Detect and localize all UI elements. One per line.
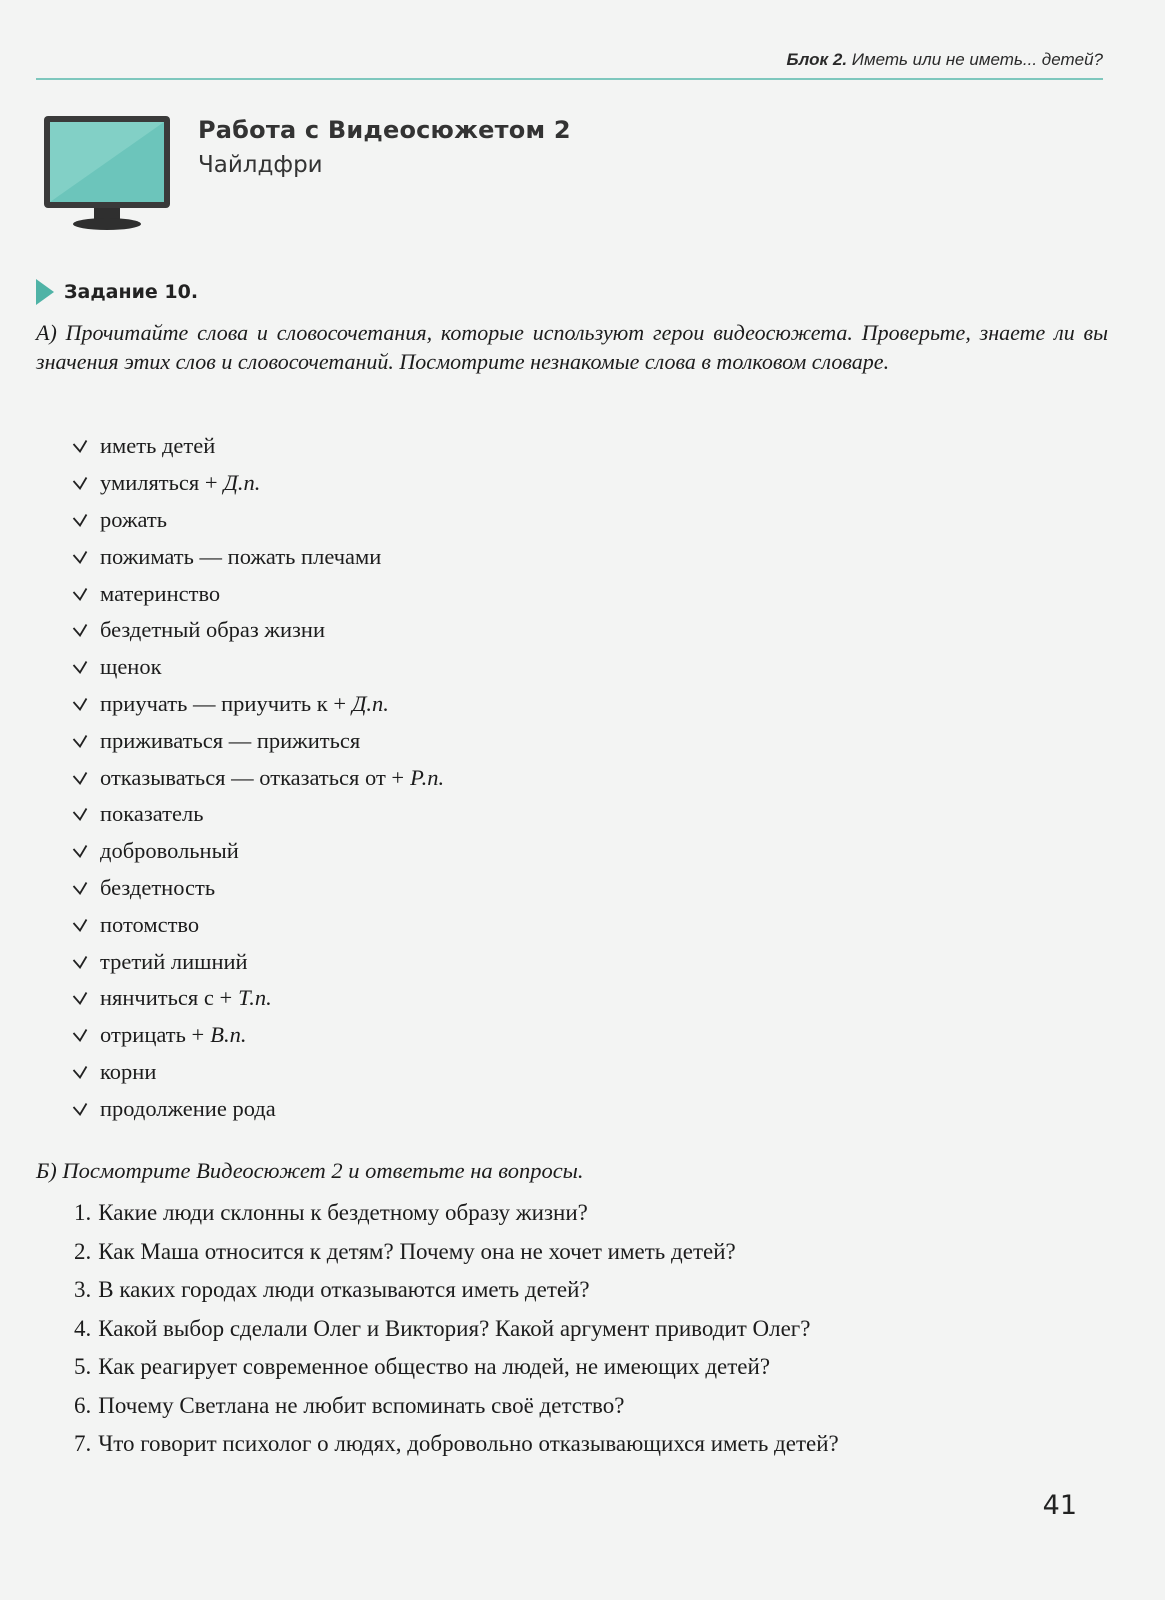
instruction-part-a: А) Прочитайте слова и словосочетания, которые используют герои видеосюжета. Проверьте, знаете ли вы значения этих слов и словосочетаний. Посмотрите незнакомые слова в толковом словаре.: [36, 320, 1108, 374]
question-number: 4.: [74, 1315, 92, 1341]
vocab-item: [72, 502, 444, 539]
vocab-item: [72, 722, 444, 759]
question-item: [74, 1348, 839, 1387]
check-icon: [72, 623, 88, 637]
check-icon: [72, 1102, 88, 1116]
question-text: Какие люди склонны к бездетному образу жизни?: [98, 1200, 588, 1226]
question-text: Почему Светлана не любит вспоминать своё детство?: [98, 1392, 625, 1418]
question-item: [74, 1271, 839, 1310]
vocab-item: [72, 833, 444, 870]
vocab-text: показатель: [100, 801, 204, 827]
question-item: [74, 1310, 839, 1349]
triangle-arrow-icon: [36, 279, 54, 305]
check-icon: [72, 1065, 88, 1079]
vocab-text: добровольный: [100, 838, 239, 864]
running-head: [787, 50, 1103, 70]
vocab-text: рожать: [100, 506, 167, 532]
check-icon: [72, 550, 88, 564]
vocab-item: [72, 759, 444, 796]
vocab-text: щенок: [100, 654, 162, 680]
vocab-item: [72, 943, 444, 980]
instruction-part-b: Б) Посмотрите Видеосюжет 2 и ответьте на вопросы.: [36, 1158, 584, 1183]
vocab-text: корни: [100, 1058, 157, 1084]
question-text: Что говорит психолог о людях, добровольно отказывающихся иметь детей?: [98, 1431, 839, 1457]
vocab-text: отрицать +: [100, 1022, 205, 1048]
check-icon: [72, 955, 88, 969]
vocab-text: нянчиться с +: [100, 985, 233, 1011]
question-item: [74, 1194, 839, 1233]
vocab-item: [72, 538, 444, 575]
question-number: 7.: [74, 1431, 92, 1457]
vocab-case: Р.п.: [410, 764, 445, 790]
running-head-title: Иметь или не иметь... детей?: [851, 50, 1103, 69]
check-icon: [72, 587, 88, 601]
vocabulary-list: [72, 428, 444, 1127]
vocab-item: [72, 906, 444, 943]
task-heading: [36, 278, 198, 306]
vocab-item: [72, 1090, 444, 1127]
running-head-row: [36, 50, 1103, 76]
check-icon: [72, 697, 88, 711]
vocab-case: В.п.: [210, 1022, 247, 1048]
vocab-item: [72, 686, 444, 723]
vocab-text: третий лишний: [100, 948, 248, 974]
check-icon: [72, 918, 88, 932]
question-text: Как Маша относится к детям? Почему она не хочет иметь детей?: [98, 1238, 736, 1264]
vocab-text: отказываться — отказаться от +: [100, 764, 405, 790]
check-icon: [72, 807, 88, 821]
question-number: 5.: [74, 1354, 92, 1380]
vocab-case: Д.п.: [352, 690, 389, 716]
vocab-text: пожимать — пожать плечами: [100, 543, 382, 569]
question-item: [74, 1387, 839, 1426]
vocab-item: [72, 575, 444, 612]
vocab-item: [72, 465, 444, 502]
check-icon: [72, 439, 88, 453]
question-item: [74, 1233, 839, 1272]
vocab-text: умиляться +: [100, 470, 218, 496]
vocab-item: [72, 428, 444, 465]
vocab-case: Т.п.: [238, 985, 272, 1011]
vocab-item: [72, 1054, 444, 1091]
check-icon: [72, 1028, 88, 1042]
monitor-icon: [44, 116, 170, 232]
page-number: 41: [1042, 1490, 1077, 1521]
vocab-item: [72, 980, 444, 1017]
check-icon: [72, 660, 88, 674]
question-text: В каких городах люди отказываются иметь детей?: [98, 1277, 590, 1303]
vocab-text: приживаться — прижиться: [100, 727, 361, 753]
question-number: 2.: [74, 1238, 92, 1264]
check-icon: [72, 734, 88, 748]
vocab-text: потомство: [100, 911, 200, 937]
question-number: 3.: [74, 1277, 92, 1303]
header-divider: [36, 78, 1103, 80]
vocab-text: продолжение рода: [100, 1095, 276, 1121]
vocab-item: [72, 796, 444, 833]
vocab-item: [72, 1017, 444, 1054]
check-icon: [72, 476, 88, 490]
vocab-item: [72, 649, 444, 686]
vocab-text: иметь детей: [100, 433, 216, 459]
question-text: Какой выбор сделали Олег и Виктория? Какой аргумент приводит Олег?: [98, 1315, 811, 1341]
check-icon: [72, 881, 88, 895]
question-number: 6.: [74, 1392, 92, 1418]
vocab-item: [72, 870, 444, 907]
vocab-case: Д.п.: [223, 470, 261, 496]
check-icon: [72, 991, 88, 1005]
section-subtitle: Чайлдфри: [198, 152, 323, 178]
vocab-text: бездетность: [100, 874, 216, 900]
check-icon: [72, 771, 88, 785]
question-list: [74, 1194, 839, 1464]
vocab-item: [72, 612, 444, 649]
check-icon: [72, 513, 88, 527]
question-text: Как реагирует современное общество на людей, не имеющих детей?: [98, 1354, 771, 1380]
question-item: [74, 1425, 839, 1464]
vocab-text: материнство: [100, 580, 221, 606]
task-label: Задание 10.: [64, 281, 199, 303]
question-number: 1.: [74, 1200, 92, 1226]
vocab-text: бездетный образ жизни: [100, 617, 325, 643]
section-title: Работа с Видеосюжетом 2: [198, 116, 571, 144]
check-icon: [72, 844, 88, 858]
vocab-text: приучать — приучить к +: [100, 690, 347, 716]
running-head-block: Блок 2.: [786, 50, 848, 69]
